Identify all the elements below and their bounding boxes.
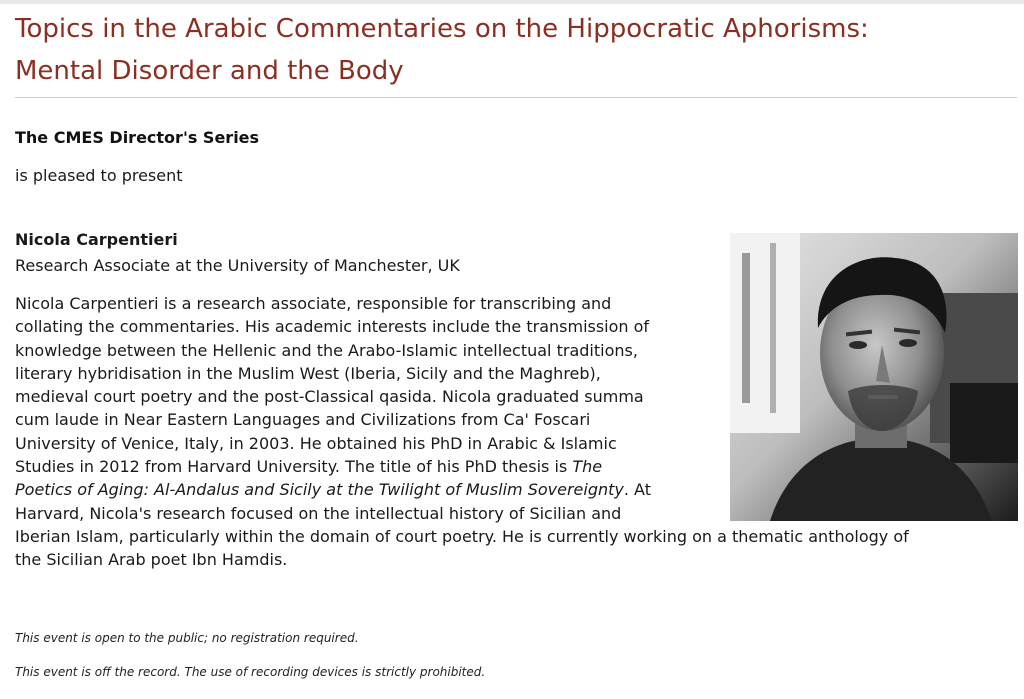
speaker-name: Nicola Carpentieri bbox=[15, 230, 178, 249]
title-divider bbox=[15, 97, 1017, 98]
page-title-line-2: Mental Disorder and the Body bbox=[15, 56, 404, 86]
bio-line: medieval court poetry and the post-Classical qasida. Nicola graduated summa bbox=[15, 387, 644, 407]
bio-text: . At bbox=[623, 480, 651, 500]
bio-line: collating the commentaries. His academic interests include the transmission of bbox=[15, 317, 650, 337]
bio-line: Iberian Islam, particularly within the domain of court poetry. He is currently working on a thematic anthology of bbox=[15, 526, 909, 546]
top-rule bbox=[0, 0, 1024, 4]
present-text: is pleased to present bbox=[15, 166, 183, 185]
thesis-title-start: The bbox=[572, 457, 603, 477]
off-record-note: This event is off the record. The use of recording devices is strictly prohibited. bbox=[15, 665, 486, 679]
bio-line: knowledge between the Hellenic and the Arabo-Islamic intellectual traditions, bbox=[15, 340, 638, 360]
public-event-note: This event is open to the public; no registration required. bbox=[15, 631, 359, 645]
bio-line: cum laude in Near Eastern Languages and Civilizations from Ca' Foscari bbox=[15, 410, 591, 430]
bio-line-thesis-title bbox=[15, 478, 1005, 501]
thesis-title: Poetics of Aging: Al-Andalus and Sicily at the Twilight of Muslim Sovereignty bbox=[15, 480, 624, 500]
series-name: The CMES Director's Series bbox=[15, 128, 260, 147]
bio-line: Harvard, Nicola's research focused on the intellectual history of Sicilian and bbox=[15, 503, 622, 523]
bio-line: Nicola Carpentieri is a research associate, responsible for transcribing and bbox=[15, 294, 612, 313]
bio-line-thesis-intro bbox=[15, 455, 1005, 478]
bio-line: the Sicilian Arab poet Ibn Hamdis. bbox=[15, 550, 288, 570]
bio-text: Studies in 2012 from Harvard University. The title of his PhD thesis is bbox=[15, 457, 573, 477]
speaker-role: Research Associate at the University of Manchester, UK bbox=[15, 256, 460, 275]
bio-line: literary hybridisation in the Muslim West (Iberia, Sicily and the Maghreb), bbox=[15, 363, 601, 383]
page-title bbox=[15, 8, 1019, 92]
speaker-bio bbox=[15, 292, 1005, 572]
bio-line: University of Venice, Italy, in 2003. He obtained his PhD in Arabic & Islamic bbox=[15, 433, 617, 453]
page-title-line-1: Topics in the Arabic Commentaries on the Hippocratic Aphorisms: bbox=[15, 14, 869, 44]
